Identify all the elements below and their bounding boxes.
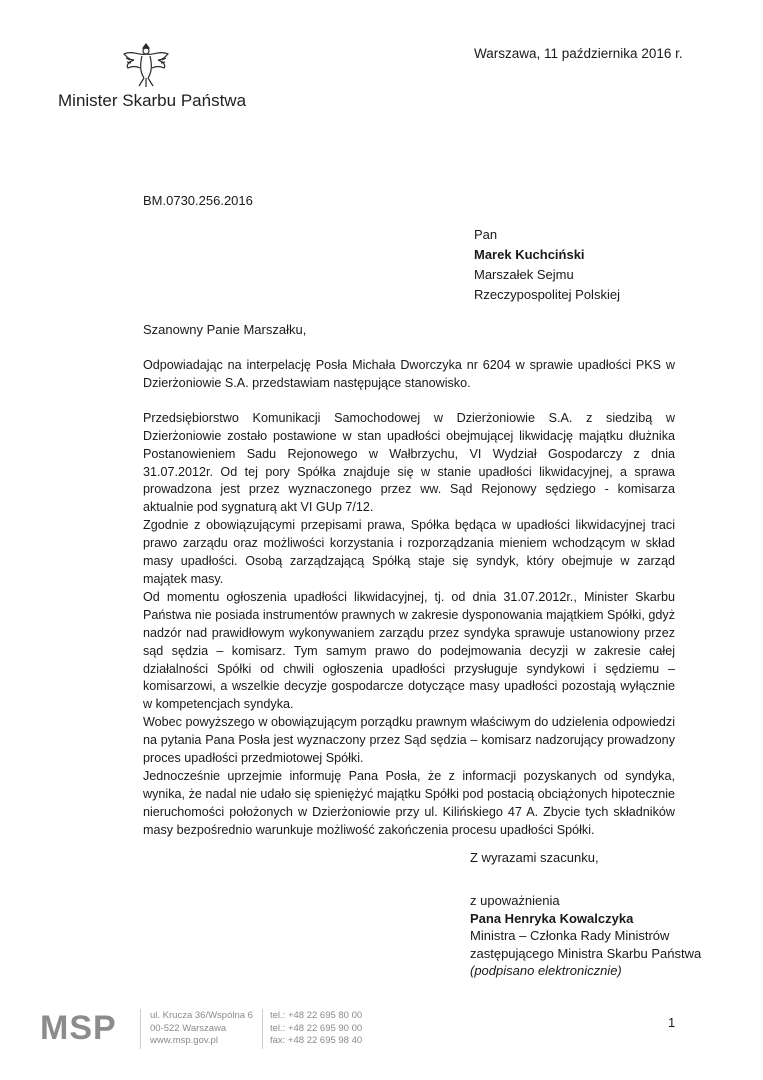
ministry-name: Minister Skarbu Państwa [58,91,247,110]
footer-address [150,1010,253,1048]
signature-block [470,892,701,980]
page-number: 1 [668,1015,676,1030]
body-paragraph: Wobec powyższego w obowiązującym porządku prawnym właściwym do udzielenia odpowiedzi na pytania Pana Posła jest wyznaczony przez Sąd sędzia – komisarz nadzorujący prowadzony proces upadłości przedmiotowej Spółki. [143,715,675,766]
signature-note: (podpisano elektronicznie) [470,963,622,978]
signature-line: Ministra – Członka Rady Ministrów [470,928,670,943]
body-paragraph: Odpowiadając na interpelację Posła Michała Dworczyka nr 6204 w sprawie upadłości PKS w Dzierżoniowie S.A. przedstawiam następujące stanowisko. [143,358,675,390]
msp-logo-text: MSP [40,1009,117,1043]
footer-address-line: ul. Krucza 36/Wspólna 6 [150,1010,253,1021]
footer-contacts [270,1010,362,1048]
body-paragraph: Od momentu ogłoszenia upadłości likwidacyjnej, tj. od dnia 31.07.2012r., Minister Skarbu Państwa nie posiada instrumentów prawnych w zakresie dysponowania majątkiem Spółki, gdyż nadzór nad prawidłowym wykonywaniem zarządu przez syndyka sprawuje ustanowiony przez sąd sędzia – komisarz. Tym samym prawo do podejmowania decyzji w zakresie całej działalności Spółki od chwili ogłoszenia upadłości przysługuje syndykowi i sędziemu – komisarzowi, a wszelkie decyzje gospodarcze dotyczące masy upadłości pozostają wyłącznie w kompetencjach syndyka. [143,589,675,712]
letter-date: Warszawa, 11 października 2016 r. [474,46,683,61]
signature-line: z upoważnienia [470,893,560,908]
closing-phrase: Z wyrazami szacunku, [470,850,599,865]
footer-divider [262,1009,263,1049]
footer-phone: tel.: +48 22 695 80 00 [270,1010,363,1021]
body-paragraph: Zgodnie z obowiązującymi przepisami prawa, Spółka będąca w upadłości likwidacyjnej traci prawo zarządu oraz możliwości korzystania i rozporządzania mieniem wchodzącym w skład masy upadłości. Osobą zarządzającą Spółką staje się syndyk, który obejmuje w zarząd majątek masy. [143,518,675,586]
footer-address-line: 00-522 Warszawa [150,1022,227,1034]
footer-fax: fax: +48 22 695 98 40 [270,1035,363,1046]
addressee-line: Marszałek Sejmu [474,267,574,282]
signature-line: zastępującego Ministra Skarbu Państwa [470,945,702,961]
polish-eagle-emblem-icon [120,38,172,90]
signatory-name: Pana Henryka Kowalczyka [470,910,634,926]
body-paragraph: Jednocześnie uprzejmie informuję Pana Posła, że z informacji pozyskanych od syndyka, wynika, że nadal nie udało się spieniężyć majątku Spółki pod postacią obciążonych hipotecznie nieruchomości położonych w Dzierżoniowie przy ul. Kilińskiego 47 A. Zbycie tych składników masy bezpośrednio warunkuje możliwość zakończenia procesu upadłości Spółki. [143,768,675,837]
body-paragraph: Przedsiębiorstwo Komunikacji Samochodowej w Dzierżoniowie S.A. z siedzibą w Dzierżoniowie zostało postawione w stan upadłości obejmującej likwidację majątku dłużnika Postanowieniem Sadu Rejonowego w Wałbrzychu, VI Wydział Gospodarczy z dnia 31.07.2012r. Od tej pory Spółka znajduje się w stanie upadłości likwidacyjnej, a sprawa prowadzona jest przez wyznaczonego przez ww. Sąd Rejonowy sędziego - komisarza aktualnie pod sygnaturą akt VI GUp 7/12. [143,410,675,515]
addressee-block [474,225,620,305]
footer-website: www.msp.gov.pl [150,1035,218,1046]
msp-logo [40,1009,126,1043]
addressee-line: Pan [474,227,498,242]
footer-divider [140,1009,141,1049]
salutation: Szanowny Panie Marszałku, [143,322,307,337]
footer-phone: tel.: +48 22 695 90 00 [270,1022,363,1034]
reference-number: BM.0730.256.2016 [143,193,253,208]
letter-body [143,357,675,840]
addressee-line: Rzeczypospolitej Polskiej [474,287,620,302]
addressee-name: Marek Kuchciński [474,247,585,262]
